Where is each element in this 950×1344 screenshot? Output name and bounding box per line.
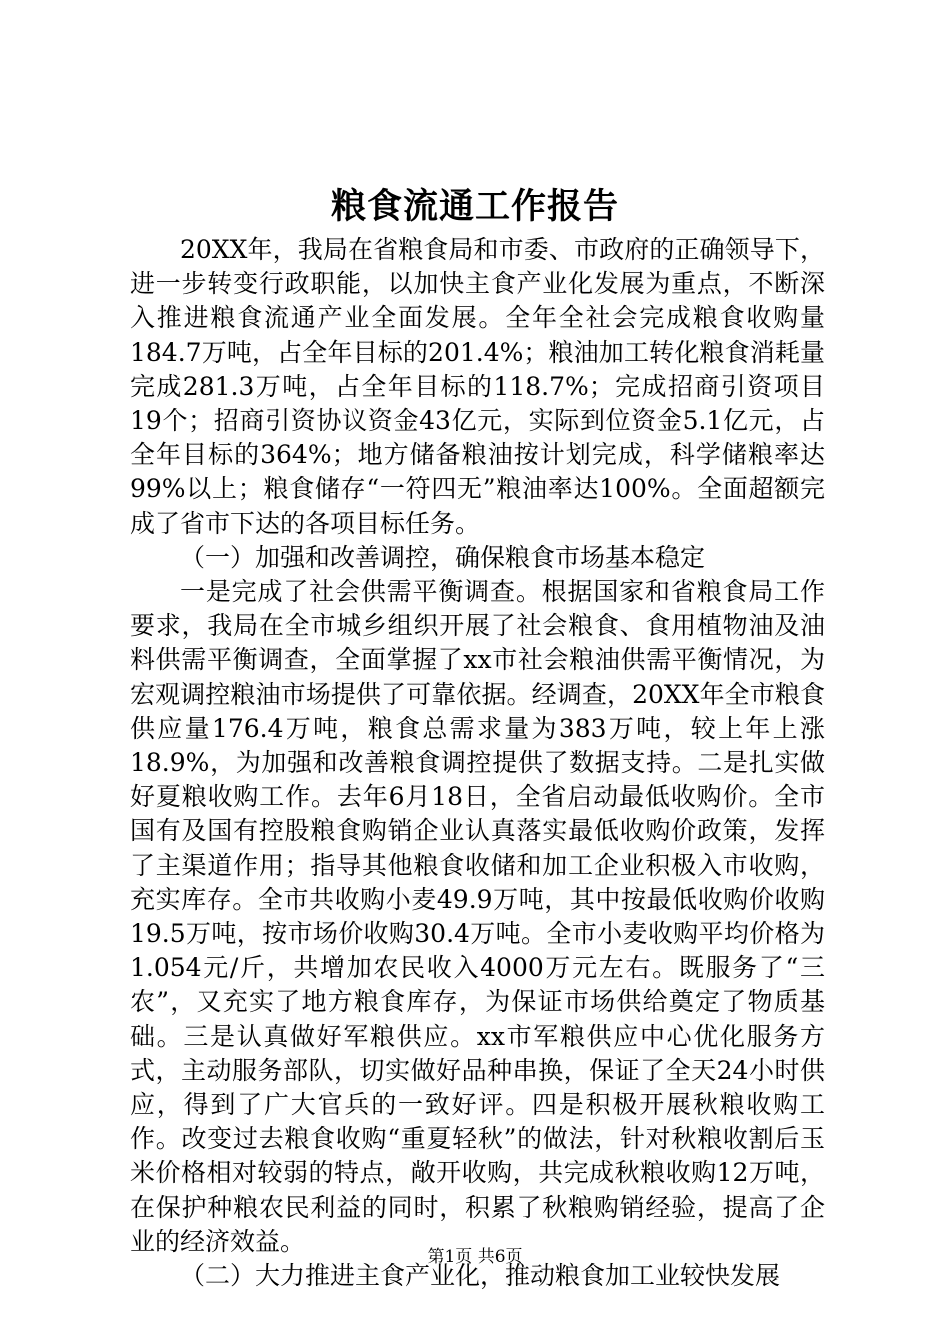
paragraph-section-1: 一是完成了社会供需平衡调查。根据国家和省粮食局工作要求，我局在全市城乡组织开展了社会粮食、食用植物油及油料供需平衡调查，全面掌握了xx市社会粮油供需平衡情况，为宏观调控粮油市场提供了可靠依据。经调查，20XX年全市粮食供应量176.4万吨，粮食总需求量为383万吨，较上年上涨18.9%，为加强和改善粮食调控提供了数据支持。二是扎实做好夏粮收购工作。去年6月18日，全省启动最低收购价。全市国有及国有控股粮食购销企业认真落实最低收购价政策，发挥了主渠道作用；指导其他粮食收储和加工企业积极入市收购，充实库存。全市共收购小麦49.9万吨，其中按最低收购价收购19.5万吨，按市场价收购30.4万吨。全市小麦收购平均价格为1.054元/斤，共增加农民收入4000万元左右。既服务了“三农”，又充实了地方粮食库存，为保证市场供给奠定了物质基础。三是认真做好军粮供应。xx市军粮供应中心优化服务方式，主动服务部队，切实做好品种串换，保证了全天24小时供应，得到了广大官兵的一致好评。四是积极开展秋粮收购工作。改变过去粮食收购“重夏轻秋”的做法，针对秋粮收割后玉米价格相对较弱的特点，敞开收购，共完成秋粮收购12万吨，在保护种粮农民利益的同时，积累了秋粮购销经验，提高了企业的经济效益。 (130, 577, 825, 1256)
section-heading-2: （二）大力推进主食产业化，推动粮食加工业较快发展 (180, 1261, 781, 1291)
document-title: 粮食流通工作报告 (330, 186, 619, 227)
paragraph-intro: 20XX年，我局在省粮食局和市委、市政府的正确领导下，进一步转变行政职能，以加快主食产业化发展为重点，不断深入推进粮食流通产业全面发展。全年全社会完成粮食收购量184.7万吨，占全年目标的201.4%；粮油加工转化粮食消耗量完成281.3万吨，占全年目标的118.7%；完成招商引资项目19个；招商引资协议资金43亿元，实际到位资金5.1亿元，占全年目标的364%；地方储备粮油按计划完成，科学储粮率达99%以上；粮食储存“一符四无”粮油率达100%。全面超额完成了省市下达的各项目标任务。 (130, 235, 825, 538)
document-body (130, 233, 825, 1293)
section-heading-1: （一）加强和改善调控，确保粮食市场基本稳定 (180, 542, 706, 572)
page-number-footer: 第1页 共6页 (427, 1247, 523, 1267)
